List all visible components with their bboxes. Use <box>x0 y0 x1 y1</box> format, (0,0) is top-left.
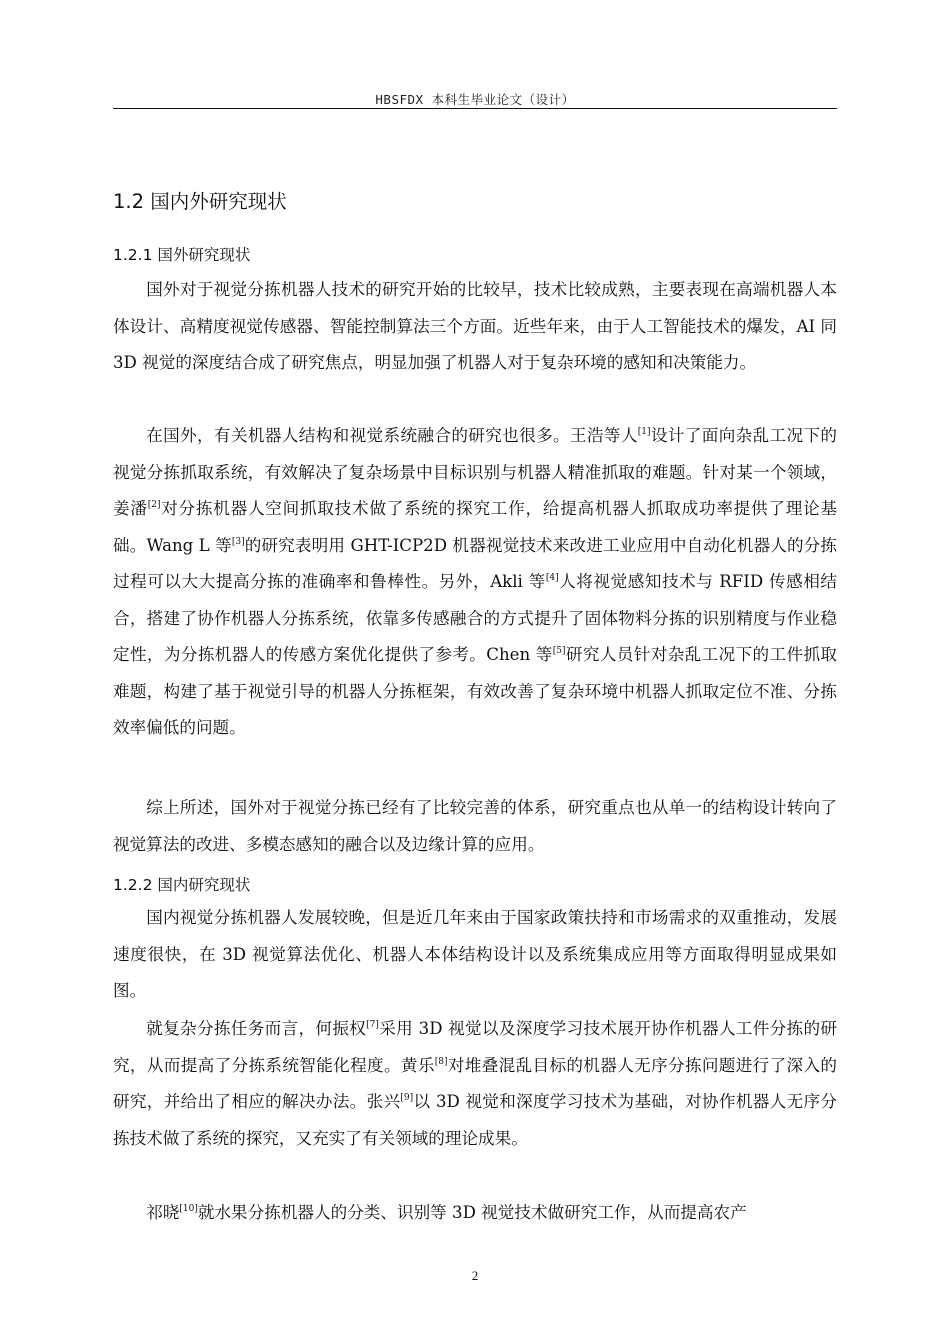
citation: [9] <box>400 1093 414 1103</box>
citation: [7] <box>366 1020 379 1030</box>
paragraph-text: 在国外，有关机器人结构和视觉系统融合的研究也很多。王浩等人 <box>146 426 638 445</box>
paragraph-5 <box>113 1011 837 1157</box>
citation: [2] <box>147 500 161 510</box>
paragraph-text: 就复杂分拣任务而言，何振权 <box>146 1019 367 1038</box>
paragraph-text: 国内视觉分拣机器人发展较晚，但是近几年来由于国家政策扶持和市场需求的双重推动，发展速度很快，在 3D 视觉算法优化、机器人本体结构设计以及系统集成应用等方面取得明显成果如图。 <box>113 908 837 1000</box>
paragraph-2 <box>113 418 837 747</box>
paragraph-text: 以 3D 视觉和深度学习技术为基础，对协作机器人无序分拣技术做了系统的探究，又充实了有关领域的理论成果。 <box>113 1092 837 1148</box>
page-number: 2 <box>471 1268 479 1283</box>
paragraph-6 <box>113 1195 837 1232</box>
paragraph-text: 国外对于视觉分拣机器人技术的研究开始的比较早，技术比较成熟，主要表现在高端机器人本体设计、高精度视觉传感器、智能控制算法三个方面。近些年来，由于人工智能技术的爆发，AI 同 3D 视觉的深度结合成了研究焦点，明显加强了机器人对于复杂环境的感知和决策能力。 <box>113 280 837 372</box>
citation: [10] <box>179 1204 198 1214</box>
paragraph-text: 对堆叠混乱目标的机器人无序分拣问题进行了深入的研究，并给出了相应的解决办法。张兴 <box>113 1055 838 1111</box>
paragraph-text: 研究人员针对杂乱工况下的工件抓取难题，构建了基于视觉引导的机器人分拣框架，有效改善了复杂环境中机器人抓取定位不准、分拣效率偏低的问题。 <box>113 645 837 737</box>
header-rule <box>113 108 837 109</box>
citation: [1] <box>637 427 651 437</box>
paragraph-text: 综上所述，国外对于视觉分拣已经有了比较完善的体系，研究重点也从单一的结构设计转向了视觉算法的改进、多模态感知的融合以及边缘计算的应用。 <box>113 798 837 854</box>
citation: [3] <box>231 536 245 547</box>
citation: [5] <box>552 646 566 656</box>
subsection-heading-domestic: 1.2.2 国内研究现状 <box>113 876 251 894</box>
running-header: HBSFDX 本科生毕业论文（设计） <box>375 92 575 107</box>
paragraph-3 <box>113 790 837 863</box>
paragraph-text: 设计了面向杂乱工况下的视觉分拣抓取系统，有效解决了复杂场景中目标识别与机器人精准抓取的难题。针对某一个领域，姜潘 <box>113 426 837 518</box>
paragraph-text: 祁晓 <box>146 1203 180 1222</box>
paragraph-text: 就水果分拣机器人的分类、识别等 3D 视觉技术做研究工作，从而提高农产 <box>197 1203 747 1222</box>
citation: [8] <box>434 1056 448 1067</box>
paragraph-text: 采用 3D 视觉以及深度学习技术展开协作机器人工件分拣的研究，从而提高了分拣系统智能化程度。黄乐 <box>113 1019 837 1075</box>
section-heading: 1.2 国内外研究现状 <box>113 190 287 213</box>
paragraph-4 <box>113 900 837 1010</box>
subsection-heading-foreign: 1.2.1 国外研究现状 <box>113 246 251 264</box>
paragraph-1 <box>113 272 837 382</box>
paragraph-text: 人将视觉感知技术与 RFID 传感相结合，搭建了协作机器人分拣系统，依靠多传感融合的方式提升了固体物料分拣的识别精度与作业稳定性，为分拣机器人的传感方案优化提供了参考。Chen 等 <box>113 572 837 664</box>
citation: [4] <box>545 573 559 583</box>
paragraph-text: 对分拣机器人空间抓取技术做了系统的探究工作，给提高机器人抓取成功率提供了理论基础。Wang L 等 <box>113 499 838 555</box>
paragraph-text: 的研究表明用 GHT-ICP2D 机器视觉技术来改进工业应用中自动化机器人的分拣过程可以大大提高分拣的准确率和鲁棒性。另外，Akli 等 <box>113 535 837 591</box>
